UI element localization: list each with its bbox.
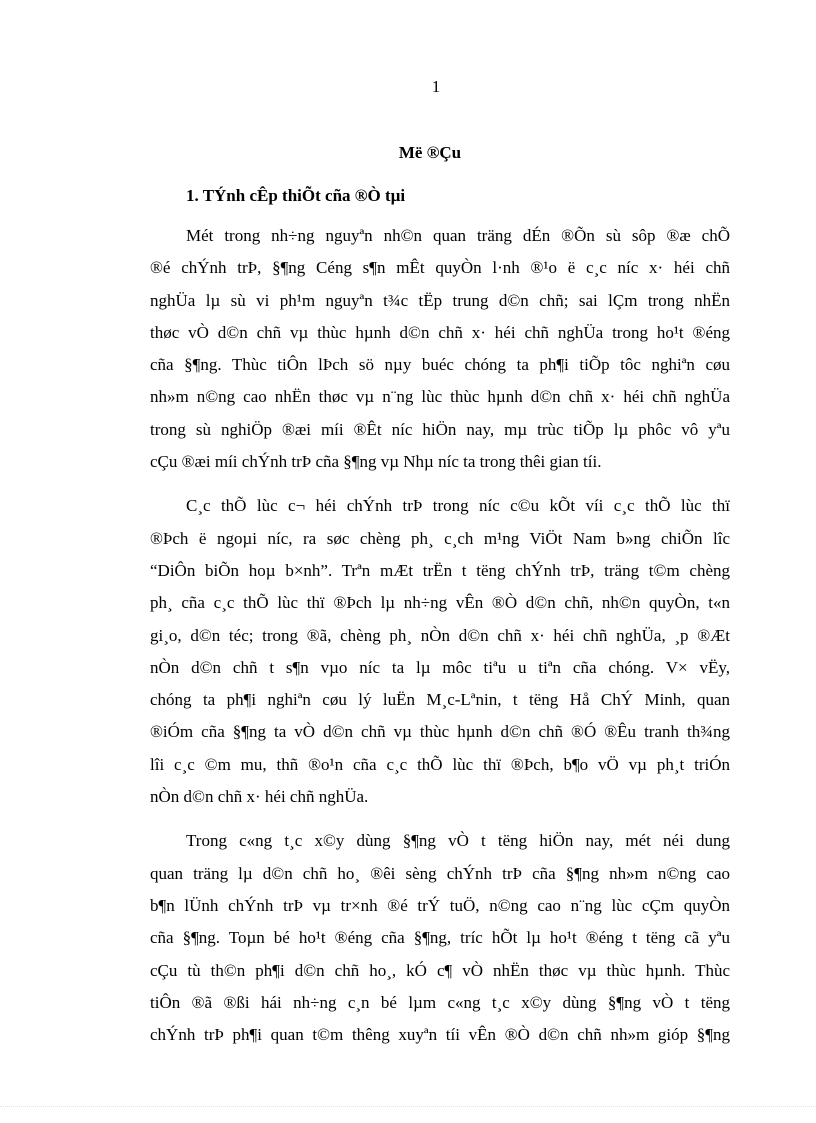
text-line: thøc vÒ d©n chñ vµ thùc hµnh d©n chñ x· héi chñ nghÜa trong ho¹t ®éng — [150, 322, 730, 342]
section-heading: 1. TÝnh cÊp thiÕt cña ®Ò tµi — [186, 186, 406, 205]
text-line: b¶n lÜnh chÝnh trÞ vµ tr×nh ®é trÝ tuÖ, n©ng cao n¨ng lùc cÇm quyÒn — [150, 895, 730, 915]
text-line: lîi c¸c ©m mu, thñ ®o¹n cña c¸c thÕ lùc thï ®Þch, b¶o vÖ vµ ph¸t triÓn — [150, 754, 730, 774]
text-line: Trong c«ng t¸c x©y dùng §¶ng vÒ t tëng hiÖn nay, mét néi dung — [186, 831, 730, 851]
text-line: cÇu ®æi míi chÝnh trÞ cña §¶ng vµ Nhµ níc ta trong thêi gian tíi. — [150, 452, 602, 472]
text-line: quan träng lµ d©n chñ ho¸ ®êi sèng chÝnh trÞ cña §¶ng nh»m n©ng cao — [150, 863, 730, 883]
text-line: cÇu tù th©n ph¶i d©n chñ ho¸, kÓ c¶ vÒ nhËn thøc vµ thùc hµnh. Thùc — [150, 960, 730, 980]
text-line: ®é chÝnh trÞ, §¶ng Céng s¶n mÊt quyÒn l·nh ®¹o ë c¸c níc x· héi chñ — [150, 258, 730, 278]
text-line: nghÜa lµ sù vi ph¹m nguyªn t¾c tËp trung d©n chñ; sai lÇm trong nhËn — [150, 290, 730, 310]
text-line: tiÔn ®ã ®ßi hái nh÷ng c¸n bé lµm c«ng t¸c x©y dùng §¶ng vÒ t tëng — [150, 992, 730, 1012]
text-line: chÝnh trÞ ph¶i quan t©m thêng xuyªn tíi vÊn ®Ò d©n chñ nh»m gióp §¶ng — [150, 1025, 730, 1045]
text-line: trong sù nghiÖp ®æi míi ®Êt níc hiÖn nay, mµ trùc tiÕp lµ phôc vô yªu — [150, 419, 730, 439]
paragraph — [150, 490, 730, 813]
text-line: “DiÔn biÕn hoµ b×nh”. Trªn mÆt trËn t tëng chÝnh trÞ, träng t©m chèng — [150, 560, 730, 580]
page-edge-divider — [0, 1106, 816, 1107]
text-line: nÒn d©n chñ x· héi chñ nghÜa. — [150, 787, 369, 807]
page-number: 1 — [431, 77, 441, 96]
body-text — [150, 220, 730, 1051]
text-line: chóng ta ph¶i nghiªn cøu lý luËn M¸c-Lªnin, t tëng Hå ChÝ Minh, quan — [150, 690, 730, 710]
text-line: ®iÓm cña §¶ng ta vÒ d©n chñ vµ thùc hµnh d©n chñ ®Ó ®Êu tranh th¾ng — [150, 722, 730, 742]
text-line: nh»m n©ng cao nhËn thøc vµ n¨ng lùc thùc hµnh d©n chñ x· héi chñ nghÜa — [150, 387, 730, 407]
text-line: C¸c thÕ lùc c¬ héi chÝnh trÞ trong níc c©u kÕt víi c¸c thÕ lùc thï — [186, 496, 730, 516]
text-line: gi¸o, d©n téc; trong ®ã, chèng ph¸ nÒn d©n chñ x· héi chñ nghÜa, ¸p ®Æt — [150, 625, 730, 645]
text-line: ph¸ cña c¸c thÕ lùc thï ®Þch lµ nh÷ng vÊn ®Ò d©n chñ, nh©n quyÒn, t«n — [150, 593, 730, 613]
paragraph — [150, 220, 730, 478]
text-line: nÒn d©n chñ t s¶n vµo níc ta lµ môc tiªu u tiªn cña chóng. V× vËy, — [150, 657, 730, 677]
text-line: cña §¶ng. Toµn bé ho¹t ®éng cña §¶ng, tríc hÕt lµ ho¹t ®éng t tëng cã yªu — [150, 928, 730, 948]
text-line: cña §¶ng. Thùc tiÔn lÞch sö nµy buéc chóng ta ph¶i tiÕp tôc nghiªn cøu — [150, 355, 730, 375]
paragraph — [150, 825, 730, 1051]
document-title: Më ®Çu — [398, 143, 462, 162]
text-line: Mét trong nh÷ng nguyªn nh©n quan träng dÉn ®Õn sù sôp ®æ chÕ — [186, 226, 730, 245]
text-line: ®Þch ë ngoµi níc, ra søc chèng ph¸ c¸ch m¹ng ViÖt Nam b»ng chiÕn lîc — [150, 528, 730, 548]
